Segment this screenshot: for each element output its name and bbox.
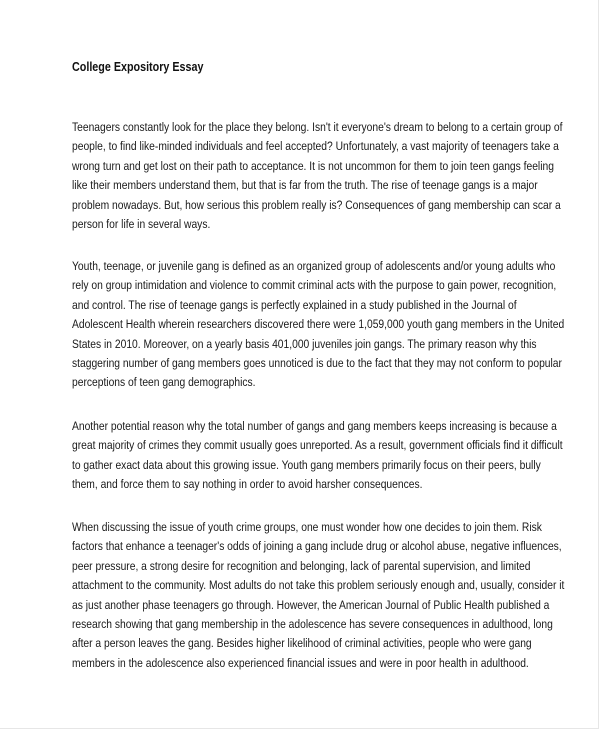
text-line: wrong turn and get lost on their path to acceptance. It is not uncommon for them to join teen gangs feeling [72, 158, 554, 173]
paragraph-4 [72, 518, 564, 673]
text-line: great majority of crimes they commit usually goes unreported. As a result, government officials find it difficult [72, 438, 563, 453]
document-title: College Expository Essay [72, 60, 204, 74]
text-line: perceptions of teen gang demographics. [72, 375, 256, 390]
text-line: attachment to the community. Most adults do not take this problem seriously enough and, usually, consider it [72, 578, 565, 593]
paragraph-2 [72, 257, 564, 393]
text-line: them, and force them to say nothing in order to avoid harsher consequences. [72, 477, 423, 492]
paragraph-3 [72, 417, 563, 495]
text-line: peer pressure, a strong desire for recognition and belonging, lack of parental supervision, and limited [72, 558, 531, 573]
text-line: members in the adolescence also experienced financial issues and were in poor health in adulthood. [72, 655, 529, 670]
text-line: rely on group intimidation and violence to commit criminal acts with the purpose to gain power, recognition, [72, 278, 557, 293]
text-line: factors that enhance a teenager's odds of joining a gang include drug or alcohol abuse, negative influences, [72, 539, 562, 554]
text-line: Adolescent Health wherein researchers discovered there were 1,059,000 youth gang members in the United [72, 317, 565, 332]
text-line: When discussing the issue of youth crime groups, one must wonder how one decides to join them. Risk [72, 520, 542, 534]
text-line: people, to find like-minded individuals and feel accepted? Unfortunately, a vast majority of teenagers take a [72, 139, 559, 154]
text-line: like their members understand them, but that is far from the truth. The rise of teenage gangs is a major [72, 178, 538, 193]
text-line: as just another phase teenagers go through. However, the American Journal of Public Health published a [72, 597, 550, 612]
text-line: problem nowadays. But, how serious this problem really is? Consequences of gang membership can scar a [72, 197, 561, 212]
text-line: States in 2010. Moreover, on a yearly basis 401,000 juveniles join gangs. The primary reason why this [72, 336, 537, 351]
text-line: person for life in several ways. [72, 216, 211, 231]
text-line: after a person leaves the gang. Besides higher likelihood of criminal activities, people who were gang [72, 636, 532, 651]
text-line: to gather exact data about this growing issue. Youth gang members primarily focus on their peers, bully [72, 457, 541, 472]
text-line: research showing that gang membership in the adolescence has severe consequences in adulthood, long [72, 616, 553, 631]
text-line: Another potential reason why the total number of gangs and gang members keeps increasing is because a [72, 419, 557, 433]
text-line: staggering number of gang members goes unnoticed is due to the fact that they may not conform to popular [72, 355, 562, 370]
paragraph-1 [72, 118, 562, 234]
text-line: and control. The rise of teenage gangs is perfectly explained in a study published in the Journal of [72, 297, 517, 312]
text-line: Youth, teenage, or juvenile gang is defined as an organized group of adolescents and/or young adults who [72, 259, 556, 273]
text-line: Teenagers constantly look for the place they belong. Isn't it everyone's dream to belong to a certain group of [72, 120, 563, 134]
